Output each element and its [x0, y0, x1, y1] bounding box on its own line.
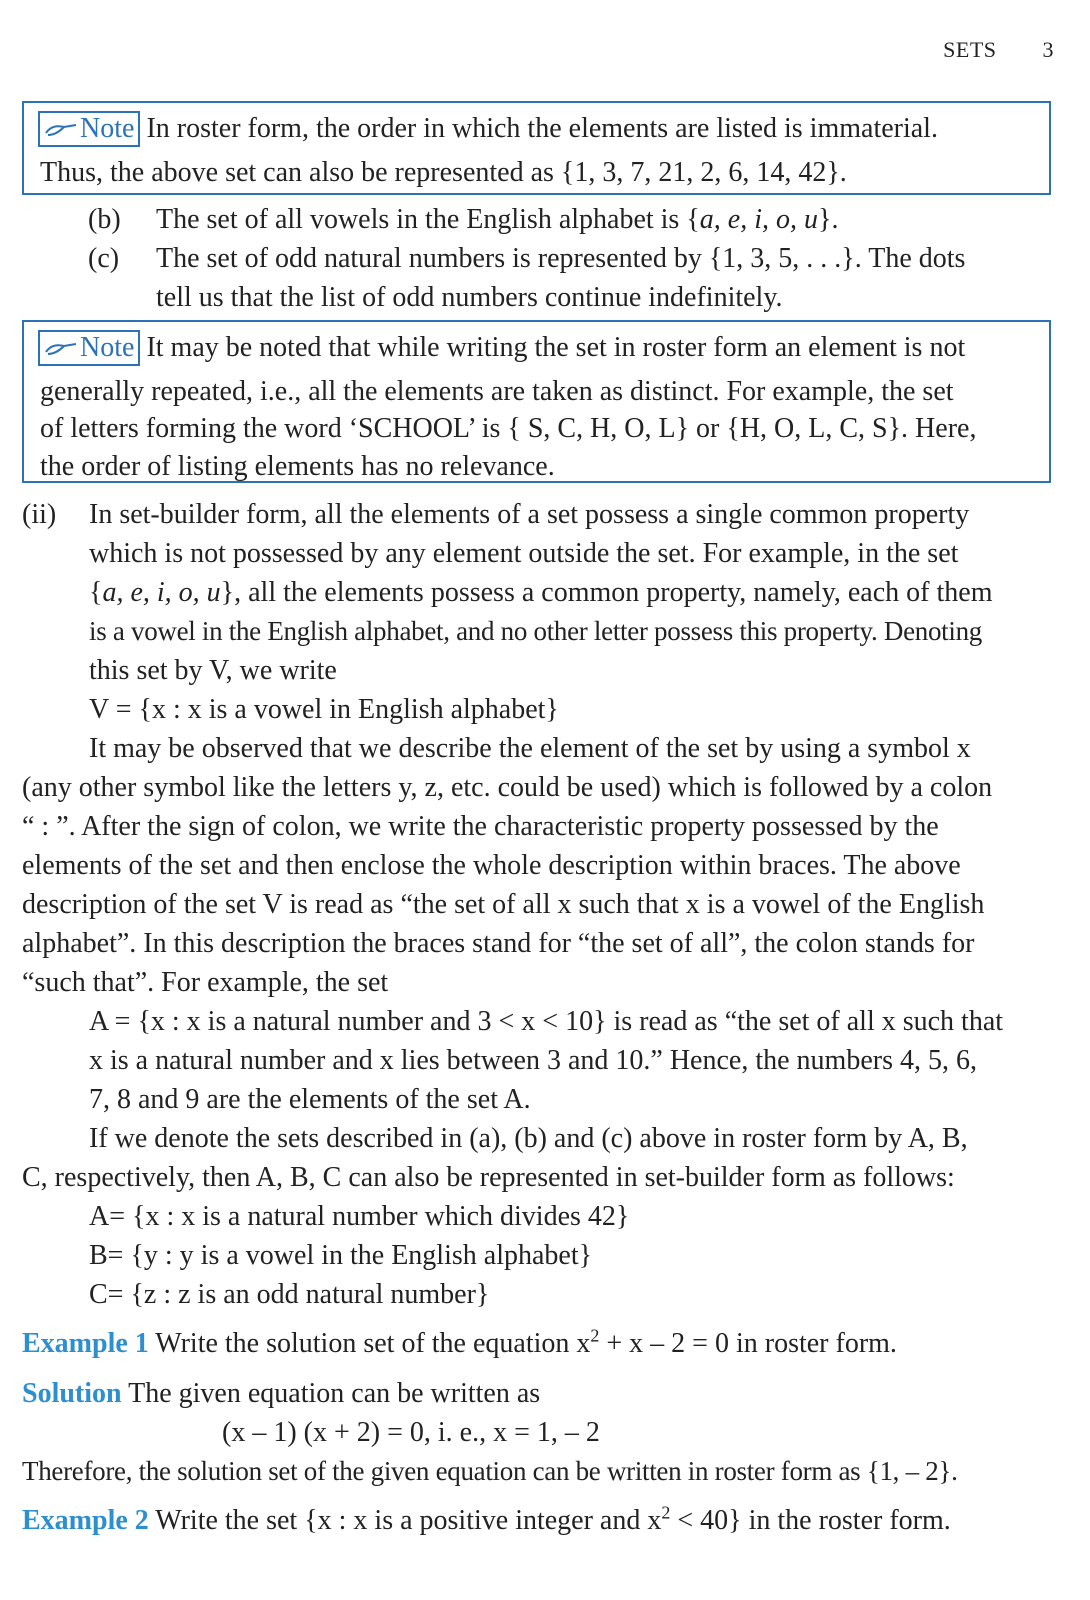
example-2-label: Example 2 — [22, 1505, 149, 1536]
solution-conclusion: Therefore, the solution set of the given equation can be written in roster form as {1, – 2}. — [22, 1456, 958, 1486]
item-b-pre: The set of all vowels in the English alphabet is { — [156, 204, 700, 235]
pointing-hand-icon — [44, 340, 78, 360]
item-b-text — [156, 200, 838, 239]
part-ii-label: (ii) — [22, 499, 57, 530]
para-1-line: “such that”. For example, the set — [22, 967, 389, 998]
para-2-line: A = {x : x is a natural number and 3 < x < 10} is read as “the set of all x such that — [89, 1006, 1004, 1037]
example-2-text: Write the set {x : x is a positive integer and x — [155, 1505, 662, 1536]
example-2-text-post: < 40} in the roster form. — [670, 1505, 951, 1536]
part-ii-line-3: {a, e, i, o, u}, all the elements possess a common property, namely, each of them — [89, 577, 993, 608]
para-1-line: It may be observed that we describe the element of the set by using a symbol x — [89, 733, 971, 764]
example-2 — [22, 1501, 951, 1540]
para-1-line: alphabet”. In this description the braces stand for “the set of all”, the colon stands for — [22, 928, 975, 959]
solution-equation: (x – 1) (x + 2) = 0, i. e., x = 1, – 2 — [222, 1417, 600, 1448]
header-section: SETS — [943, 37, 997, 62]
example-1-sup: 2 — [590, 1325, 600, 1346]
para-1-line: “ : ”. After the sign of colon, we write the characteristic property possessed by the — [22, 811, 939, 842]
note-tag — [38, 330, 140, 366]
set-v-definition: V = {x : x is a vowel in English alphabet} — [89, 694, 559, 725]
example-1-text-post: + x – 2 = 0 in roster form. — [599, 1328, 897, 1359]
set-b-builder: B= {y : y is a vowel in the English alphabet} — [89, 1240, 593, 1271]
set-c-builder: C= {z : z is an odd natural number} — [89, 1279, 490, 1310]
para-2-line: x is a natural number and x lies between 3 and 10.” Hence, the numbers 4, 5, 6, — [89, 1045, 977, 1076]
solution-label: Solution — [22, 1378, 122, 1409]
solution — [22, 1374, 540, 1413]
note-label: Note — [80, 113, 135, 144]
item-c-line-2: tell us that the list of odd numbers continue indefinitely. — [156, 282, 783, 313]
part-ii-line-4: is a vowel in the English alphabet, and no other letter possess this property. Denoting — [89, 616, 982, 646]
note-1-text-1: In roster form, the order in which the elements are listed is immaterial. — [146, 113, 938, 144]
note-1-line-2: Thus, the above set can also be represented as {1, 3, 7, 21, 2, 6, 14, 42}. — [40, 157, 847, 188]
para-3-line: C, respectively, then A, B, C can also be represented in set-builder form as follows: — [22, 1162, 955, 1193]
pointing-hand-icon — [44, 121, 78, 141]
solution-text: The given equation can be written as — [128, 1378, 541, 1409]
item-b-set: a, e, i, o, u — [699, 204, 818, 235]
note-2-line-2: generally repeated, i.e., all the elements are taken as distinct. For example, the set — [40, 376, 954, 407]
set-a-builder: A= {x : x is a natural number which divides 42} — [89, 1201, 630, 1232]
part-ii-line-5: this set by V, we write — [89, 655, 337, 686]
part-ii-set: a, e, i, o, u — [102, 577, 221, 608]
note-2-line-1 — [38, 328, 965, 367]
para-3-line: If we denote the sets described in (a), (b) and (c) above in roster form by A, B, — [89, 1123, 968, 1154]
part-ii-line-3-rest: }, all the elements possess a common property, namely, each of them — [220, 577, 993, 608]
item-c-line-1: The set of odd natural numbers is represented by {1, 3, 5, . . .}. The dots — [156, 243, 966, 274]
note-2-line-3: of letters forming the word ‘SCHOOL’ is { S, C, H, O, L} or {H, O, L, C, S}. Here, — [40, 413, 977, 444]
item-b-label: (b) — [88, 204, 121, 235]
note-2-text-1: It may be noted that while writing the set in roster form an element is not — [146, 332, 966, 363]
item-b-post: }. — [818, 204, 839, 235]
para-2-line: 7, 8 and 9 are the elements of the set A. — [89, 1084, 531, 1115]
para-1-line: description of the set V is read as “the set of all x such that x is a vowel of the English — [22, 889, 985, 920]
example-1-text: Write the solution set of the equation x — [155, 1328, 591, 1359]
example-1 — [22, 1324, 897, 1363]
note-tag — [38, 111, 140, 147]
part-ii-line-1: In set-builder form, all the elements of a set possess a single common property — [89, 499, 970, 530]
part-ii-line-2: which is not possessed by any element outside the set. For example, in the set — [89, 538, 959, 569]
note-box-2 — [22, 320, 1051, 483]
item-c-label: (c) — [88, 243, 120, 274]
para-1-line: elements of the set and then enclose the whole description within braces. The above — [22, 850, 961, 881]
header-page-number: 3 — [1042, 37, 1054, 62]
note-1-line-1 — [38, 109, 938, 148]
example-2-sup: 2 — [661, 1502, 671, 1523]
running-header — [943, 30, 1054, 69]
note-box-1 — [22, 101, 1051, 195]
example-1-label: Example 1 — [22, 1328, 149, 1359]
note-label: Note — [80, 332, 135, 363]
note-2-line-4: the order of listing elements has no relevance. — [40, 451, 555, 482]
para-1-line: (any other symbol like the letters y, z, etc. could be used) which is followed by a colon — [22, 772, 993, 803]
